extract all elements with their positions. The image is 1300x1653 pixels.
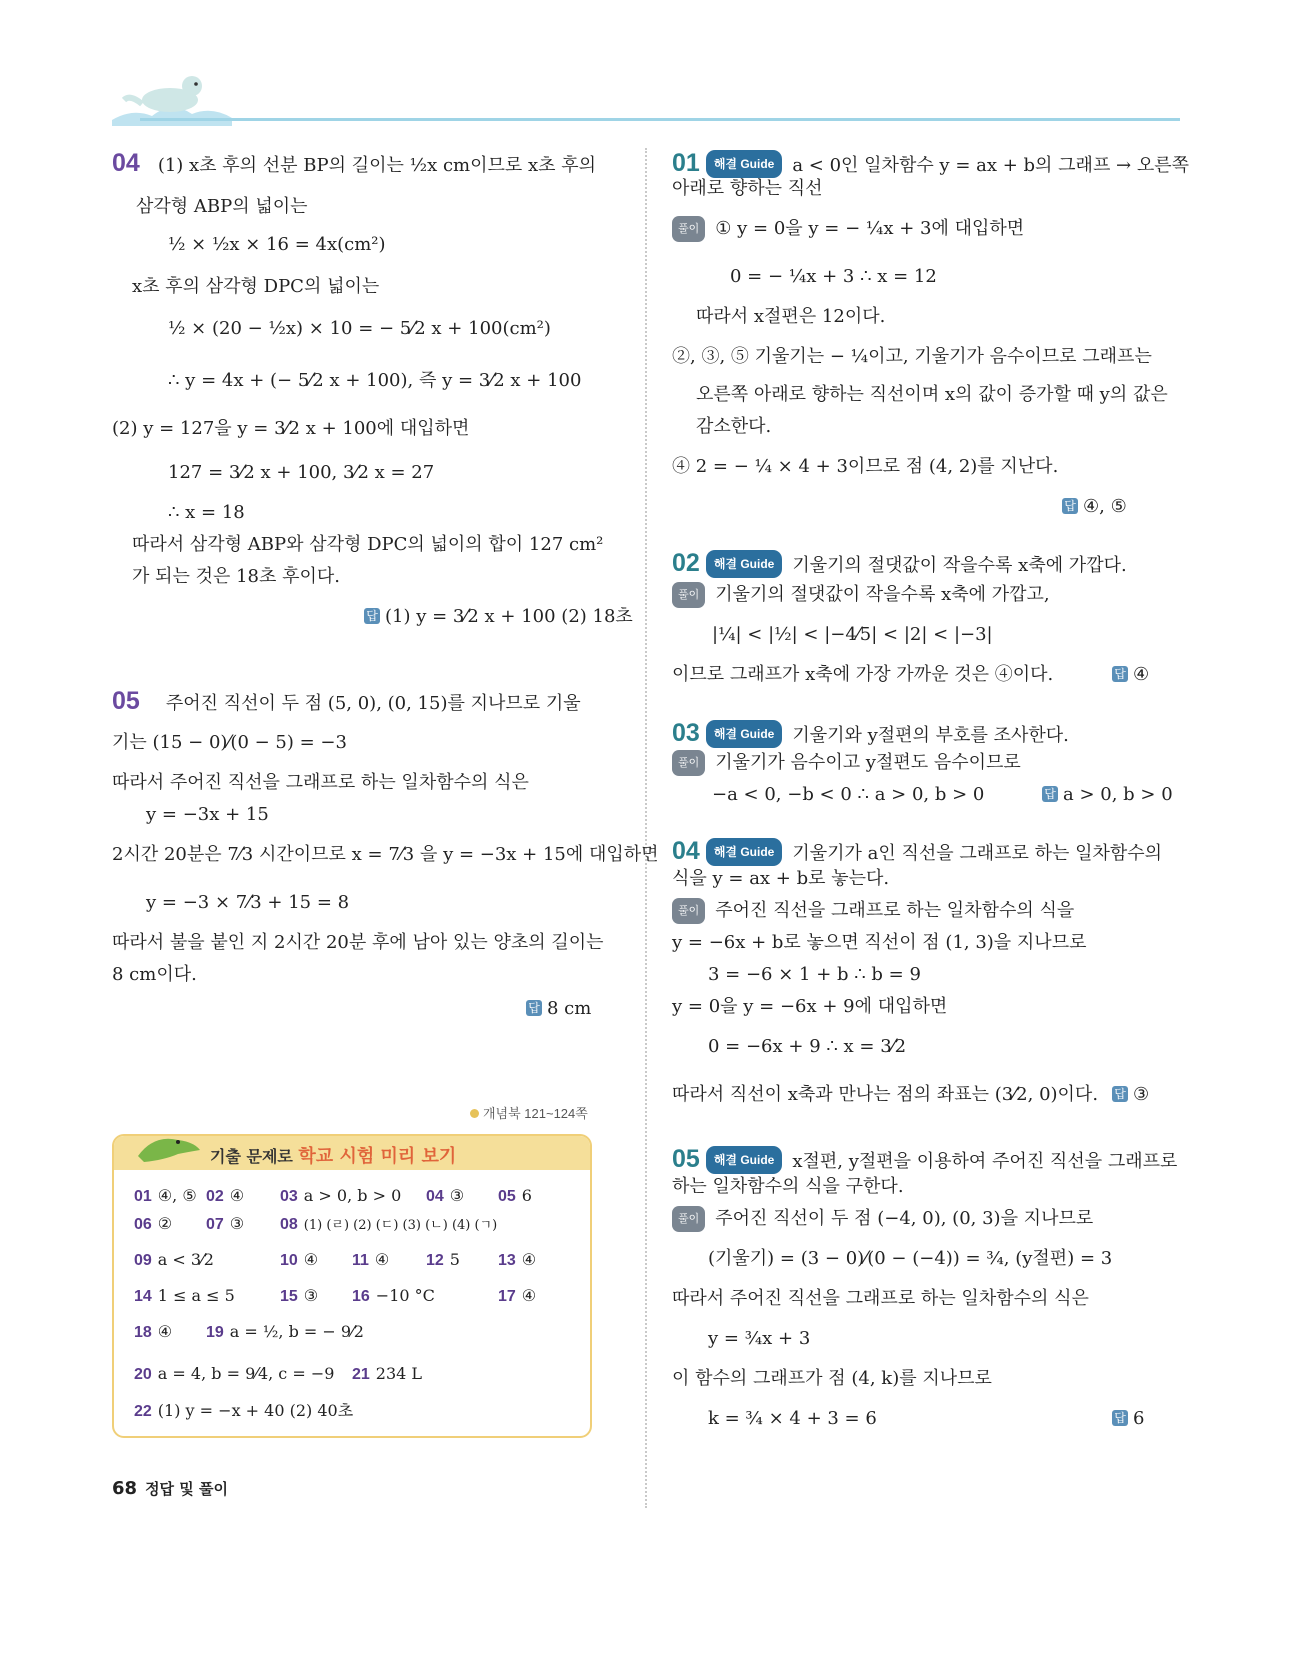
answer-item-number: 04 [426, 1188, 444, 1205]
text-line: 기울기의 절댓값이 작을수록 x축에 가깝고, [715, 584, 1050, 605]
answer-item-number: 10 [280, 1252, 298, 1269]
text-line: 따라서 x절편은 12이다. [696, 306, 886, 327]
text-line: ④ 2 = − ¼ × 4 + 3이므로 점 (4, 2)를 지난다. [672, 456, 1059, 477]
reference-note [470, 1103, 588, 1122]
footer-label: 정답 및 풀이 [145, 1480, 228, 1498]
equation: y = −3x + 15 [146, 804, 269, 825]
solution-badge: 풀이 [672, 582, 705, 608]
answer-item-04 [426, 1186, 464, 1206]
answer-item-number: 17 [498, 1288, 516, 1305]
answer-item-number: 13 [498, 1252, 516, 1269]
guide-text: 기울기와 y절편의 부호를 조사한다. [792, 725, 1069, 746]
answer-summary-box [112, 1134, 592, 1438]
answer-item-number: 08 [280, 1216, 298, 1233]
problem-number: 04 [112, 149, 140, 177]
answer-item-17 [498, 1286, 536, 1306]
answer-text: ④ [1133, 664, 1150, 685]
answer-item-number: 01 [134, 1188, 152, 1205]
answer-item-value: (1) y = −x + 40 (2) 40초 [157, 1401, 354, 1420]
answer-item-21 [352, 1364, 422, 1384]
equation: −a < 0, −b < 0 ∴ a > 0, b > 0 [712, 784, 985, 805]
equation: y = −3 × 7⁄3 + 15 = 8 [146, 892, 350, 913]
text-line: y = −6x + b로 놓으면 직선이 점 (1, 3)을 지나므로 [672, 932, 1087, 953]
reference-text: 개념북 121~124쪽 [483, 1106, 588, 1121]
equation: 0 = −6x + 9 ∴ x = 3⁄2 [708, 1036, 907, 1057]
equation: ∴ y = 4x + (− 5⁄2 x + 100), 즉 y = 3⁄2 x + 100 [168, 370, 582, 391]
answer-badge-icon: 답 [364, 608, 380, 624]
answer-item-11 [352, 1250, 389, 1270]
answer-line [364, 604, 633, 630]
answer-text: 8 cm [547, 998, 592, 1019]
answer-item-value: a < 3⁄2 [157, 1250, 214, 1269]
answer-line [1042, 782, 1173, 808]
solution-badge: 풀이 [672, 750, 705, 776]
answer-item-08 [280, 1214, 497, 1234]
equation: ½ × (20 − ½x) × 10 = − 5⁄2 x + 100(cm²) [168, 318, 551, 339]
text-line: 따라서 불을 붙인 지 2시간 20분 후에 남아 있는 양초의 길이는 [112, 932, 604, 953]
answer-item-number: 02 [206, 1188, 224, 1205]
box-title-prefix: 기출 문제로 [210, 1147, 299, 1166]
answer-item-number: 11 [352, 1252, 369, 1269]
answer-line [1112, 1082, 1149, 1108]
answer-item-06 [134, 1214, 172, 1234]
answer-text: (1) y = 3⁄2 x + 100 (2) 18초 [385, 606, 633, 627]
text-line: 가 되는 것은 18초 후이다. [132, 566, 341, 587]
crocodile-icon [134, 1126, 204, 1168]
problem-number: 03 [672, 719, 700, 747]
answer-item-number: 09 [134, 1252, 152, 1269]
guide-text: 기울기의 절댓값이 작을수록 x축에 가깝다. [792, 555, 1127, 576]
text-line: 이 함수의 그래프가 점 (4, k)를 지나므로 [672, 1368, 992, 1389]
equation: |¼| < |½| < |−4⁄5| < |2| < |−3| [712, 624, 993, 645]
answer-item-value: 234 L [375, 1364, 423, 1383]
equation: (기울기) = (3 − 0)⁄(0 − (−4)) = ¾, (y절편) = 3 [708, 1248, 1113, 1269]
answer-item-07 [206, 1214, 244, 1234]
answer-item-value: ④ [521, 1250, 537, 1269]
guide-badge: 해결 Guide [706, 1146, 783, 1174]
equation: 127 = 3⁄2 x + 100, 3⁄2 x = 27 [168, 462, 435, 483]
answer-item-value: ④ [229, 1186, 245, 1205]
answer-item-value: ④ [521, 1286, 537, 1305]
answer-item-number: 19 [206, 1324, 224, 1341]
text-line: 이므로 그래프가 x축에 가장 가까운 것은 ④이다. [672, 664, 1054, 685]
answer-item-22 [134, 1398, 353, 1421]
answer-item-number: 03 [280, 1188, 298, 1205]
answer-item-value: 5 [449, 1250, 460, 1269]
problem-number: 04 [672, 837, 700, 865]
text-line: 오른쪽 아래로 향하는 직선이며 x의 값이 증가할 때 y의 값은 [696, 384, 1168, 405]
text-line: 주어진 직선이 두 점 (5, 0), (0, 15)를 지나므로 기울 [165, 693, 581, 714]
bullet-dot-icon [470, 1109, 479, 1118]
problem-number: 02 [672, 549, 700, 577]
box-title-highlight: 학교 시험 미리 보기 [298, 1146, 457, 1167]
answer-text: 6 [1133, 1408, 1145, 1429]
equation: 0 = − ¼x + 3 ∴ x = 12 [730, 266, 937, 287]
answer-item-02 [206, 1186, 244, 1206]
guide-badge: 해결 Guide [706, 150, 783, 178]
text-line: 감소한다. [696, 416, 772, 437]
answer-item-05 [498, 1186, 532, 1206]
column-divider [645, 148, 647, 1508]
text-line: 따라서 주어진 직선을 그래프로 하는 일차함수의 식은 [672, 1288, 1089, 1309]
answer-item-number: 16 [352, 1288, 370, 1305]
answer-item-number: 21 [352, 1366, 370, 1383]
answer-text: ③ [1133, 1084, 1150, 1105]
answer-item-value: (1) (ㄹ) (2) (ㄷ) (3) (ㄴ) (4) (ㄱ) [303, 1218, 498, 1233]
text-line: 기울기가 음수이고 y절편도 음수이므로 [715, 752, 1021, 773]
answer-badge-icon: 답 [1112, 1410, 1128, 1426]
equation: ∴ x = 18 [168, 502, 245, 523]
answer-item-number: 12 [426, 1252, 444, 1269]
answer-line [1112, 662, 1149, 688]
text-line: 삼각형 ABP의 넓이는 [136, 196, 308, 217]
text-line: (2) y = 127을 y = 3⁄2 x + 100에 대입하면 [112, 418, 470, 439]
answer-item-12 [426, 1250, 460, 1270]
answer-item-value: ④ [303, 1250, 319, 1269]
answer-item-03 [280, 1186, 401, 1206]
guide-text: a < 0인 일차함수 y = ax + b의 그래프 → 오른쪽 [792, 155, 1190, 176]
text-line: ②, ③, ⑤ 기울기는 − ¼이고, 기울기가 음수이므로 그래프는 [672, 346, 1152, 367]
answer-item-01 [134, 1186, 197, 1206]
answer-item-number: 05 [498, 1188, 516, 1205]
answer-text: ④, ⑤ [1083, 496, 1127, 517]
equation: ½ × ½x × 16 = 4x(cm²) [168, 234, 386, 255]
answer-item-20 [134, 1364, 334, 1384]
text-line: 8 cm이다. [112, 964, 197, 985]
guide-badge: 해결 Guide [706, 720, 783, 748]
header-rule [140, 118, 1180, 121]
answer-line [1112, 1406, 1144, 1432]
answer-line [1062, 494, 1127, 520]
answer-item-16 [352, 1286, 435, 1306]
answer-badge-icon: 답 [1112, 1086, 1128, 1102]
text-line: (1) x초 후의 선분 BP의 길이는 ½x cm이므로 x초 후의 [157, 155, 597, 176]
guide-text: 식을 y = ax + b로 놓는다. [672, 868, 890, 889]
answer-item-value: ③ [303, 1286, 319, 1305]
answer-item-14 [134, 1286, 235, 1306]
guide-text: 하는 일차함수의 식을 구한다. [672, 1176, 904, 1197]
guide-text: 아래로 향하는 직선 [672, 178, 823, 199]
solution-badge: 풀이 [672, 1206, 705, 1232]
answer-item-value: 6 [521, 1186, 532, 1205]
answer-text: a > 0, b > 0 [1063, 784, 1173, 805]
answer-line [526, 996, 591, 1022]
guide-text: 기울기가 a인 직선을 그래프로 하는 일차함수의 [792, 843, 1163, 864]
problem-number: 01 [672, 149, 700, 177]
text-line: 따라서 주어진 직선을 그래프로 하는 일차함수의 식은 [112, 772, 529, 793]
answer-item-18 [134, 1322, 172, 1342]
answer-badge-icon: 답 [526, 1000, 542, 1016]
box-title [210, 1142, 456, 1168]
answer-badge-icon: 답 [1042, 786, 1058, 802]
answer-item-value: a = 4, b = 9⁄4, c = −9 [157, 1364, 335, 1383]
solution-badge: 풀이 [672, 216, 705, 242]
equation: y = ¾x + 3 [708, 1328, 811, 1349]
text-line: 2시간 20분은 7⁄3 시간이므로 x = 7⁄3 을 y = −3x + 15에 대입하면 [112, 844, 659, 865]
text-line: x초 후의 삼각형 DPC의 넓이는 [132, 276, 380, 297]
answer-item-number: 22 [134, 1403, 152, 1420]
box-header [114, 1136, 590, 1170]
equation: k = ¾ × 4 + 3 = 6 [708, 1408, 877, 1429]
problem-number: 05 [672, 1145, 700, 1173]
page-number: 68 [112, 1478, 138, 1499]
equation: 3 = −6 × 1 + b ∴ b = 9 [708, 964, 921, 985]
answer-item-value: ③ [449, 1186, 465, 1205]
answer-item-number: 14 [134, 1288, 152, 1305]
answer-item-09 [134, 1250, 214, 1270]
answer-item-13 [498, 1250, 536, 1270]
answer-item-value: a > 0, b > 0 [303, 1186, 402, 1205]
text-line: 주어진 직선이 두 점 (−4, 0), (0, 3)을 지나므로 [715, 1208, 1094, 1229]
text-line: 따라서 삼각형 ABP와 삼각형 DPC의 넓이의 합이 127 cm² [132, 534, 604, 555]
answer-item-19 [206, 1322, 364, 1342]
answer-item-value: ④ [374, 1250, 390, 1269]
answer-item-number: 20 [134, 1366, 152, 1383]
answer-item-value: ④, ⑤ [157, 1186, 197, 1205]
answer-item-value: ④ [157, 1322, 173, 1341]
solution-badge: 풀이 [672, 898, 705, 924]
answer-item-value: a = ½, b = − 9⁄2 [229, 1322, 364, 1341]
answer-item-number: 15 [280, 1288, 298, 1305]
guide-badge: 해결 Guide [706, 550, 783, 578]
text-line: 기는 (15 − 0)⁄(0 − 5) = −3 [112, 732, 347, 753]
text-line: ① y = 0을 y = − ¼x + 3에 대입하면 [715, 218, 1025, 239]
answer-item-value: −10 °C [375, 1286, 435, 1305]
answer-item-value: 1 ≤ a ≤ 5 [157, 1286, 235, 1305]
guide-badge: 해결 Guide [706, 838, 783, 866]
problem-number: 05 [112, 687, 140, 715]
text-line: 주어진 직선을 그래프로 하는 일차함수의 식을 [715, 900, 1075, 921]
text-line: 따라서 직선이 x축과 만나는 점의 좌표는 (3⁄2, 0)이다. [672, 1084, 1099, 1105]
answer-item-number: 06 [134, 1216, 152, 1233]
answer-item-number: 18 [134, 1324, 152, 1341]
text-line: y = 0을 y = −6x + 9에 대입하면 [672, 996, 948, 1017]
answer-item-number: 07 [206, 1216, 224, 1233]
answer-badge-icon: 답 [1062, 498, 1078, 514]
answer-badge-icon: 답 [1112, 666, 1128, 682]
page-footer [112, 1478, 228, 1499]
answer-item-value: ② [157, 1214, 173, 1233]
answer-item-value: ③ [229, 1214, 245, 1233]
answer-item-15 [280, 1286, 318, 1306]
answer-item-10 [280, 1250, 318, 1270]
guide-text: x절편, y절편을 이용하여 주어진 직선을 그래프로 [792, 1151, 1178, 1172]
